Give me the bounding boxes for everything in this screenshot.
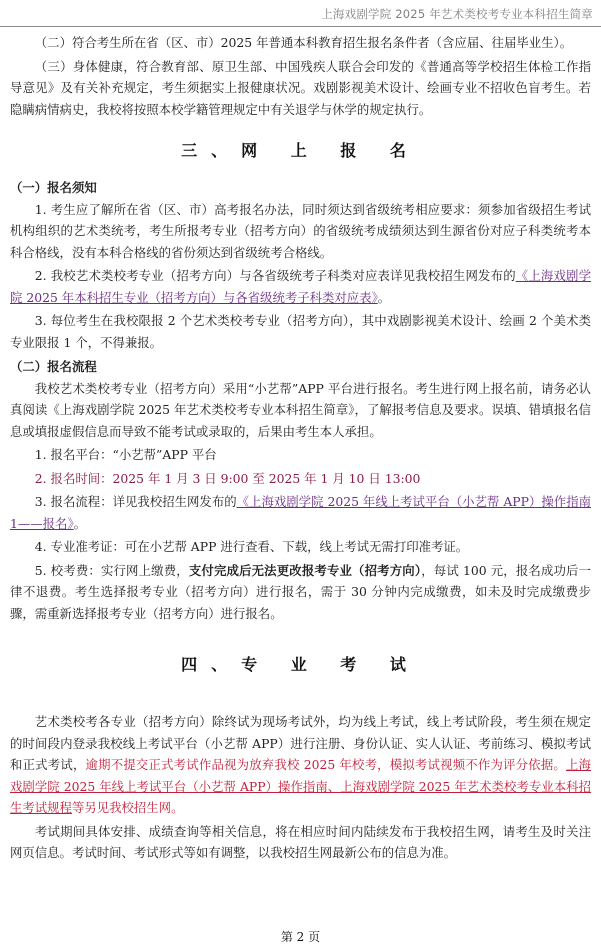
registration-note-2-text: 2. 我校艺术类校考专业（招考方向）与各省级统考子科类对应表详见我校招生网发布的 — [34, 268, 516, 283]
exam-overview — [10, 711, 591, 819]
exam-overview-end: 等另见我校招生网。 — [71, 800, 184, 815]
registration-platform: 1. 报名平台：“小艺帮”APP 平台 — [34, 447, 217, 462]
exam-fee-rest: ，每试 100 元，报名成功后一律不退费。考生选择报考专业（招考方向）进行报名，需于 30 分钟内完成缴费，如未及时完成缴费步骤，需重新选择报考专业（招考方向）进行报名。 — [10, 562, 592, 621]
page-number: 第 2 页 — [280, 930, 321, 944]
registration-notes-heading: （一）报名须知 — [10, 180, 97, 195]
registration-time-label: 2. 报名时间： — [34, 470, 113, 486]
exam-fee-text: 5. 校考费：实行网上缴费， — [34, 562, 189, 578]
header-title: 上海戏剧学院 2025 年艺术类校考专业本科招生简章 — [321, 7, 593, 21]
registration-steps — [10, 491, 591, 534]
exam-schedule-note: 考试期间具体安排、成绩查询等相关信息，将在相应时间内陆续发布于我校招生网，请考生及时关注网页信息。考试时间、考试形式等如有调整，以我校招生网最新公布的信息为准。 — [10, 823, 591, 860]
exam-fee-note — [10, 560, 591, 625]
document-body — [10, 32, 591, 864]
registration-note-3: 3. 每位考生在我校限报 2 个艺术类校考专业（招考方向），其中戏剧影视美术设计、绘画 2 个美术类专业限报 1 个，不得兼报。 — [10, 313, 591, 350]
registration-process-heading: （二）报名流程 — [10, 359, 97, 374]
exam-overview-text: 艺术类校考各专业（招考方向）除终试为现场考试外，均为线上考试，线上考试阶段，考生须在规定的时间段内登录我校线上考试平台（小艺帮 APP）进行注册、身份认证、实人认证、考前练习、模拟考试和正式考试， — [10, 714, 591, 772]
section-3-title: 三、网 上 报 名 — [181, 141, 420, 160]
exam-fee-bold: 支付完成后无法更改报考专业（招考方向） — [188, 562, 422, 578]
registration-note-1: 1. 考生应了解所在省（区、市）高考报名办法，同时须达到省级统考相应要求：须参加省级招生考试机构组织的艺术类统考，考生所报考专业（招考方向）的省级统考成绩须达到生源省份对应子科类统考本科合格线，没有本科合格线的省份须达到省级统考合格线。 — [10, 201, 591, 260]
eligibility-item-3: （三）身体健康，符合教育部、原卫生部、中国残疾人联合会印发的《普通高等学校招生体检工作指导意见》及有关补充规定，考生须据实上报健康状况。戏剧影视美术设计、绘画专业不招收色盲考生。若隐瞒病情病史，我校将按照本校学籍管理规定中有关退学与休学的规定执行。 — [10, 58, 591, 117]
registration-steps-end: 。 — [73, 515, 87, 531]
mapping-table-link[interactable]: 《上海戏剧学院 2025 年本科招生专业（招考方向）与各省级统考子科类对应表》 — [10, 268, 591, 305]
registration-time-value: 2025 年 1 月 3 日 9:00 至 2025 年 1 月 10 日 13:00 — [112, 470, 421, 486]
registration-steps-text: 3. 报名流程：详见我校招生网发布的 — [34, 494, 237, 509]
registration-time — [10, 468, 591, 490]
registration-note-2 — [10, 265, 591, 308]
exam-deadline-warning: 逾期不提交正式考试作品视为放弃我校 2025 年校考，模拟考试视频不作为评分依据。 — [85, 757, 567, 772]
operation-guide-link[interactable]: 《上海戏剧学院 2025 年线上考试平台（小艺帮 APP）操作指南 1——报名》 — [10, 494, 591, 531]
page-header — [0, 0, 601, 27]
registration-process-intro: 我校艺术类校考专业（招考方向）采用“小艺帮”APP 平台进行报名。考生进行网上报名前，请务必认真阅读《上海戏剧学院 2025 年艺术类校考专业本科招生简章》，了解报考信息及要求。误填、错填报名信息或填报虚假信息而导致不能考试或录取的，后果由考生本人承担。 — [10, 380, 591, 439]
exam-guide-link[interactable]: 上海戏剧学院 2025 年线上考试平台（小艺帮 APP）操作指南、上海戏剧学院 2025 年艺术类校考专业本科招生考试规程 — [10, 757, 591, 815]
section-4-title: 四、专 业 考 试 — [181, 655, 420, 674]
registration-note-2-end: 。 — [377, 289, 391, 305]
admission-ticket-note: 4. 专业准考证：可在小艺帮 APP 进行查看、下载，线上考试无需打印准考证。 — [34, 539, 469, 554]
eligibility-item-2: （二）符合考生所在省（区、市）2025 年普通本科教育招生报名条件者（含应届、往届毕业生）。 — [34, 35, 573, 50]
